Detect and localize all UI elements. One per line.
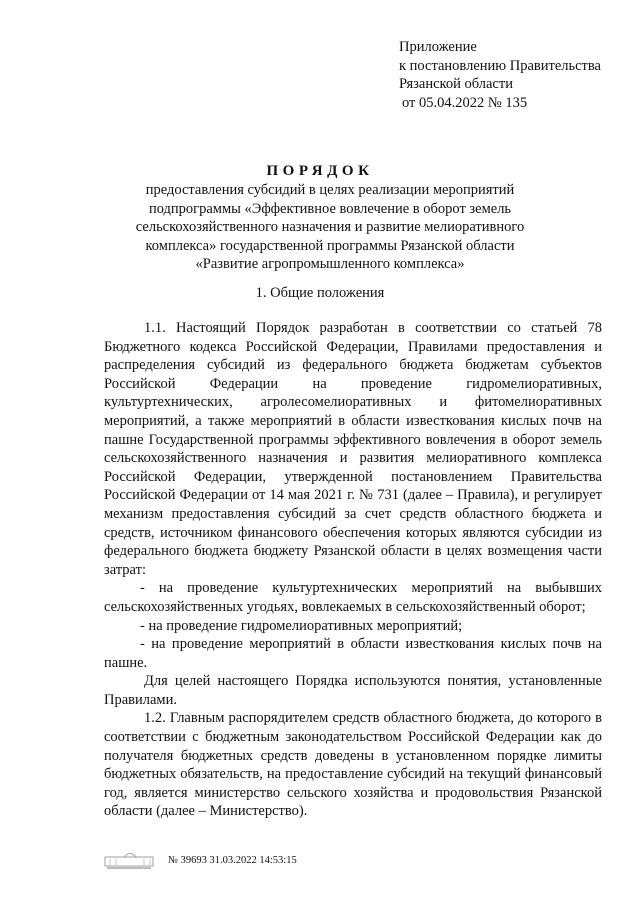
registry-stamp bbox=[104, 849, 156, 871]
document-title: ПОРЯДОК bbox=[266, 163, 374, 179]
subtitle-line: комплекса» государственной программы Рязанской области bbox=[145, 237, 515, 254]
appendix-line-3: Рязанской области bbox=[399, 76, 513, 92]
appendix-date-line: от 05.04.2022 № 135 bbox=[402, 94, 528, 111]
paragraph-1-2: 1.2. Главным распорядителем средств областного бюджета, до которого в соответствии с бюджетным законодательством Российской Федерации как до получателя бюджетных средств доведены в установленном порядке лимиты бюджетных обязательств, на предоставление субсидий на текущий финансовый год, является министерство сельского хозяйства и продовольствия Рязанской области (далее – Министерство). bbox=[104, 710, 602, 820]
subtitle-line: подпрограммы «Эффективное вовлечение в оборот земель bbox=[148, 200, 512, 217]
subtitle-line: «Развитие агропромышленного комплекса» bbox=[195, 256, 465, 272]
subtitle-line: предоставления субсидий в целях реализации мероприятий bbox=[145, 182, 515, 198]
list-item-cultural: - на проведение культуртехнических мероприятий на выбывших сельскохозяйственных угодьях, вовлекаемых в сельскохозяйственный оборот; bbox=[104, 580, 602, 615]
list-item-liming: - на проведение мероприятий в области известкования кислых почв на пашне. bbox=[104, 636, 602, 671]
list-item-hydro: - на проведение гидромелиоративных мероприятий; bbox=[140, 617, 463, 634]
paragraph-definitions: Для целей настоящего Порядка используются понятия, установленные Правилами. bbox=[104, 673, 602, 708]
document-body bbox=[104, 319, 602, 821]
subtitle-line: сельскохозяйственного назначения и развитие мелиоративного bbox=[135, 219, 525, 235]
appendix-block bbox=[399, 38, 601, 112]
appendix-line-1: Приложение bbox=[399, 39, 477, 55]
section-heading: 1. Общие положения bbox=[255, 285, 385, 301]
appendix-line-2: к постановлению Правительства bbox=[399, 57, 601, 74]
paragraph-1-1: 1.1. Настоящий Порядок разработан в соответствии со статьей 78 Бюджетного кодекса Российской Федерации, Правилами предоставления и распределения субсидий из федерального бюджета бюджетам субъектов Российской Федерации на проведение гидромелиоративных, культуртехнических, агролесомелиоративных и фитомелиоративных мероприятий, а также мероприятий в области известкования кислых почв на пашне Государственной программы эффективного вовлечения в оборот земель сельскохозяйственного назначения и развития мелиоративного комплекса Российской Федерации, утвержденной постановлением Правительства Российской Федерации от 14 мая 2021 г. № 731 (далее – Правила), и регулирует механизм предоставления субсидий за счет средств областного бюджета и средств, источником финансового обеспечения которых являются субсидии из федерального бюджета бюджету Рязанской области в целях возмещения части затрат: bbox=[104, 320, 602, 578]
document-subtitle bbox=[110, 181, 550, 274]
registry-seal-icon bbox=[104, 849, 156, 871]
registration-number: № 39693 31.03.2022 14:53:15 bbox=[168, 855, 297, 866]
